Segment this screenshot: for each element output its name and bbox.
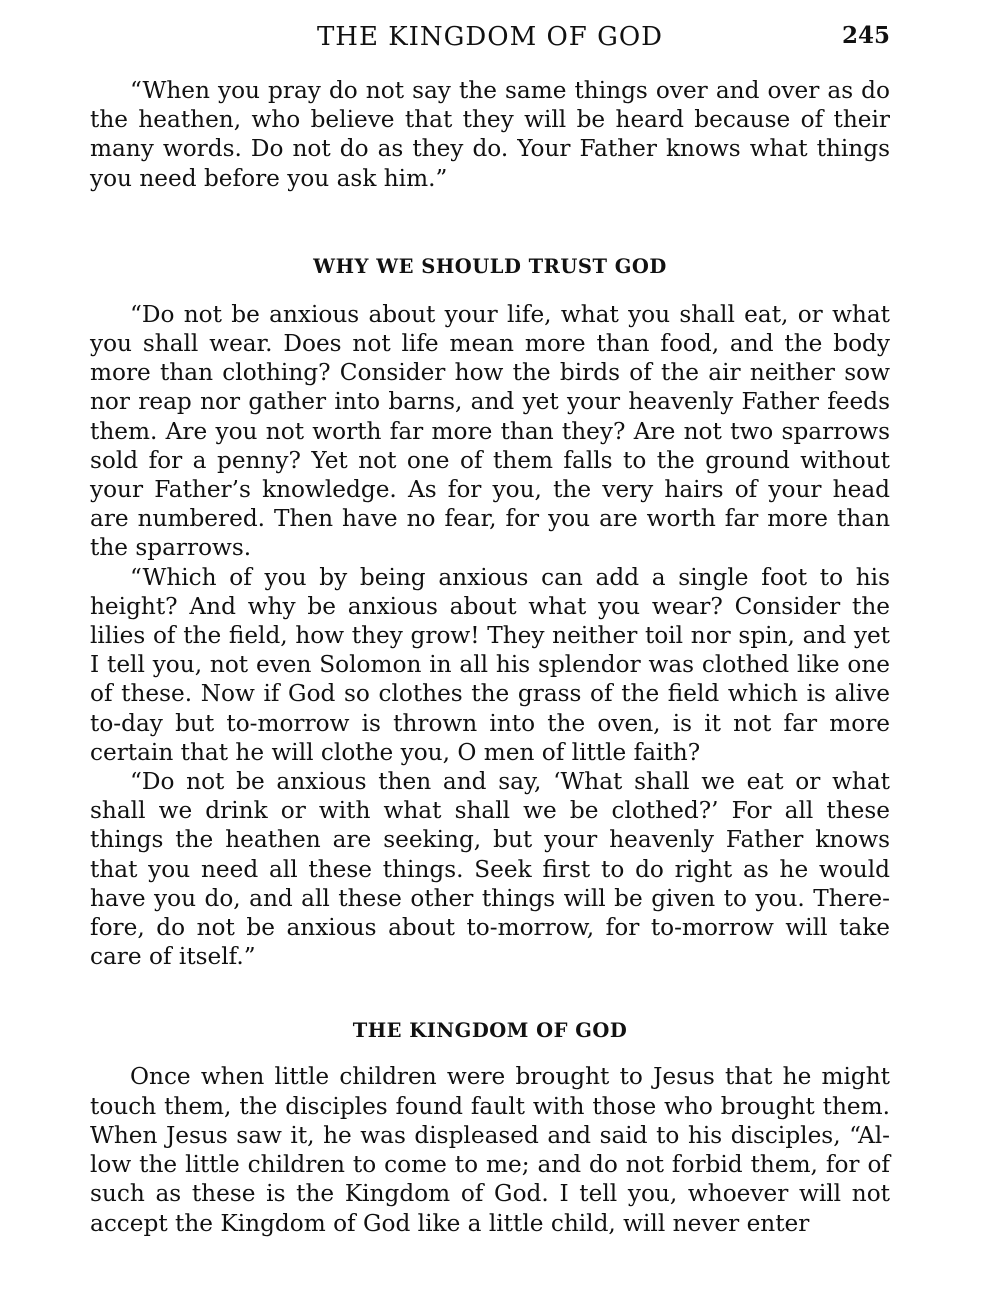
running-title: THE KINGDOM OF GOD bbox=[316, 22, 664, 52]
book-page bbox=[90, 22, 890, 1238]
section-heading-kingdom: THE KINGDOM OF GOD bbox=[352, 1019, 628, 1043]
running-head bbox=[90, 22, 890, 62]
paragraph-prayer: “When you pray do not say the same things over and over as do the heathen, who believe that they will be heard because of their many words. Do not do as they do. Your Father knows what things you need before you ask him.” bbox=[90, 77, 890, 192]
paragraph-anxious-life: “Do not be anxious about your life, what you shall eat, or what you shall wear. Does not life mean more than food, and the body more than clothing? Consider how the birds of the air neither sow nor reap nor gather into barns, and yet your heavenly Father feeds them. Are you not worth far more than they? Are not two sparrows sold for a penny? Yet not one of them falls to the ground without your Father’s knowledge. As for you, the very hairs of your head are numbered. Then have no fear, for you are worth far more than the sparrows. bbox=[90, 300, 890, 562]
paragraph-seek-first: “Do not be anxious then and say, ‘What shall we eat or what shall we drink or with what shall we be clothed?’ For all these things the heathen are seeking, but your heavenly Father knows that you need all these things. Seek first to do right as he would have you do, and all these other things will be given to you. Therefore, do not be anxious about to-morrow, for to-morrow will take care of itself.” bbox=[90, 768, 890, 971]
page-number: 245 bbox=[841, 22, 890, 49]
section-heading-trust: WHY WE SHOULD TRUST GOD bbox=[313, 254, 667, 278]
paragraph-little-children: Once when little children were brought to Jesus that he might touch them, the disciples found fault with those who brought them. When Jesus saw it, he was displeased and said to his disciples, “Allow the little children to come to me; and do not forbid them, for of such as these is the Kingdom of God. I tell you, whoever will not accept the Kingdom of God like a little child, will never enter bbox=[90, 1063, 890, 1237]
paragraph-lilies: “Which of you by being anxious can add a single foot to his height? And why be anxious about what you wear? Consider the lilies of the field, how they grow! They neither toil nor spin, and yet I tell you, not even Solomon in all his splendor was clothed like one of these. Now if God so clothes the grass of the field which is alive to-day but to-morrow is thrown into the oven, is it not far more certain that he will clothe you, O men of little faith? bbox=[90, 563, 890, 766]
